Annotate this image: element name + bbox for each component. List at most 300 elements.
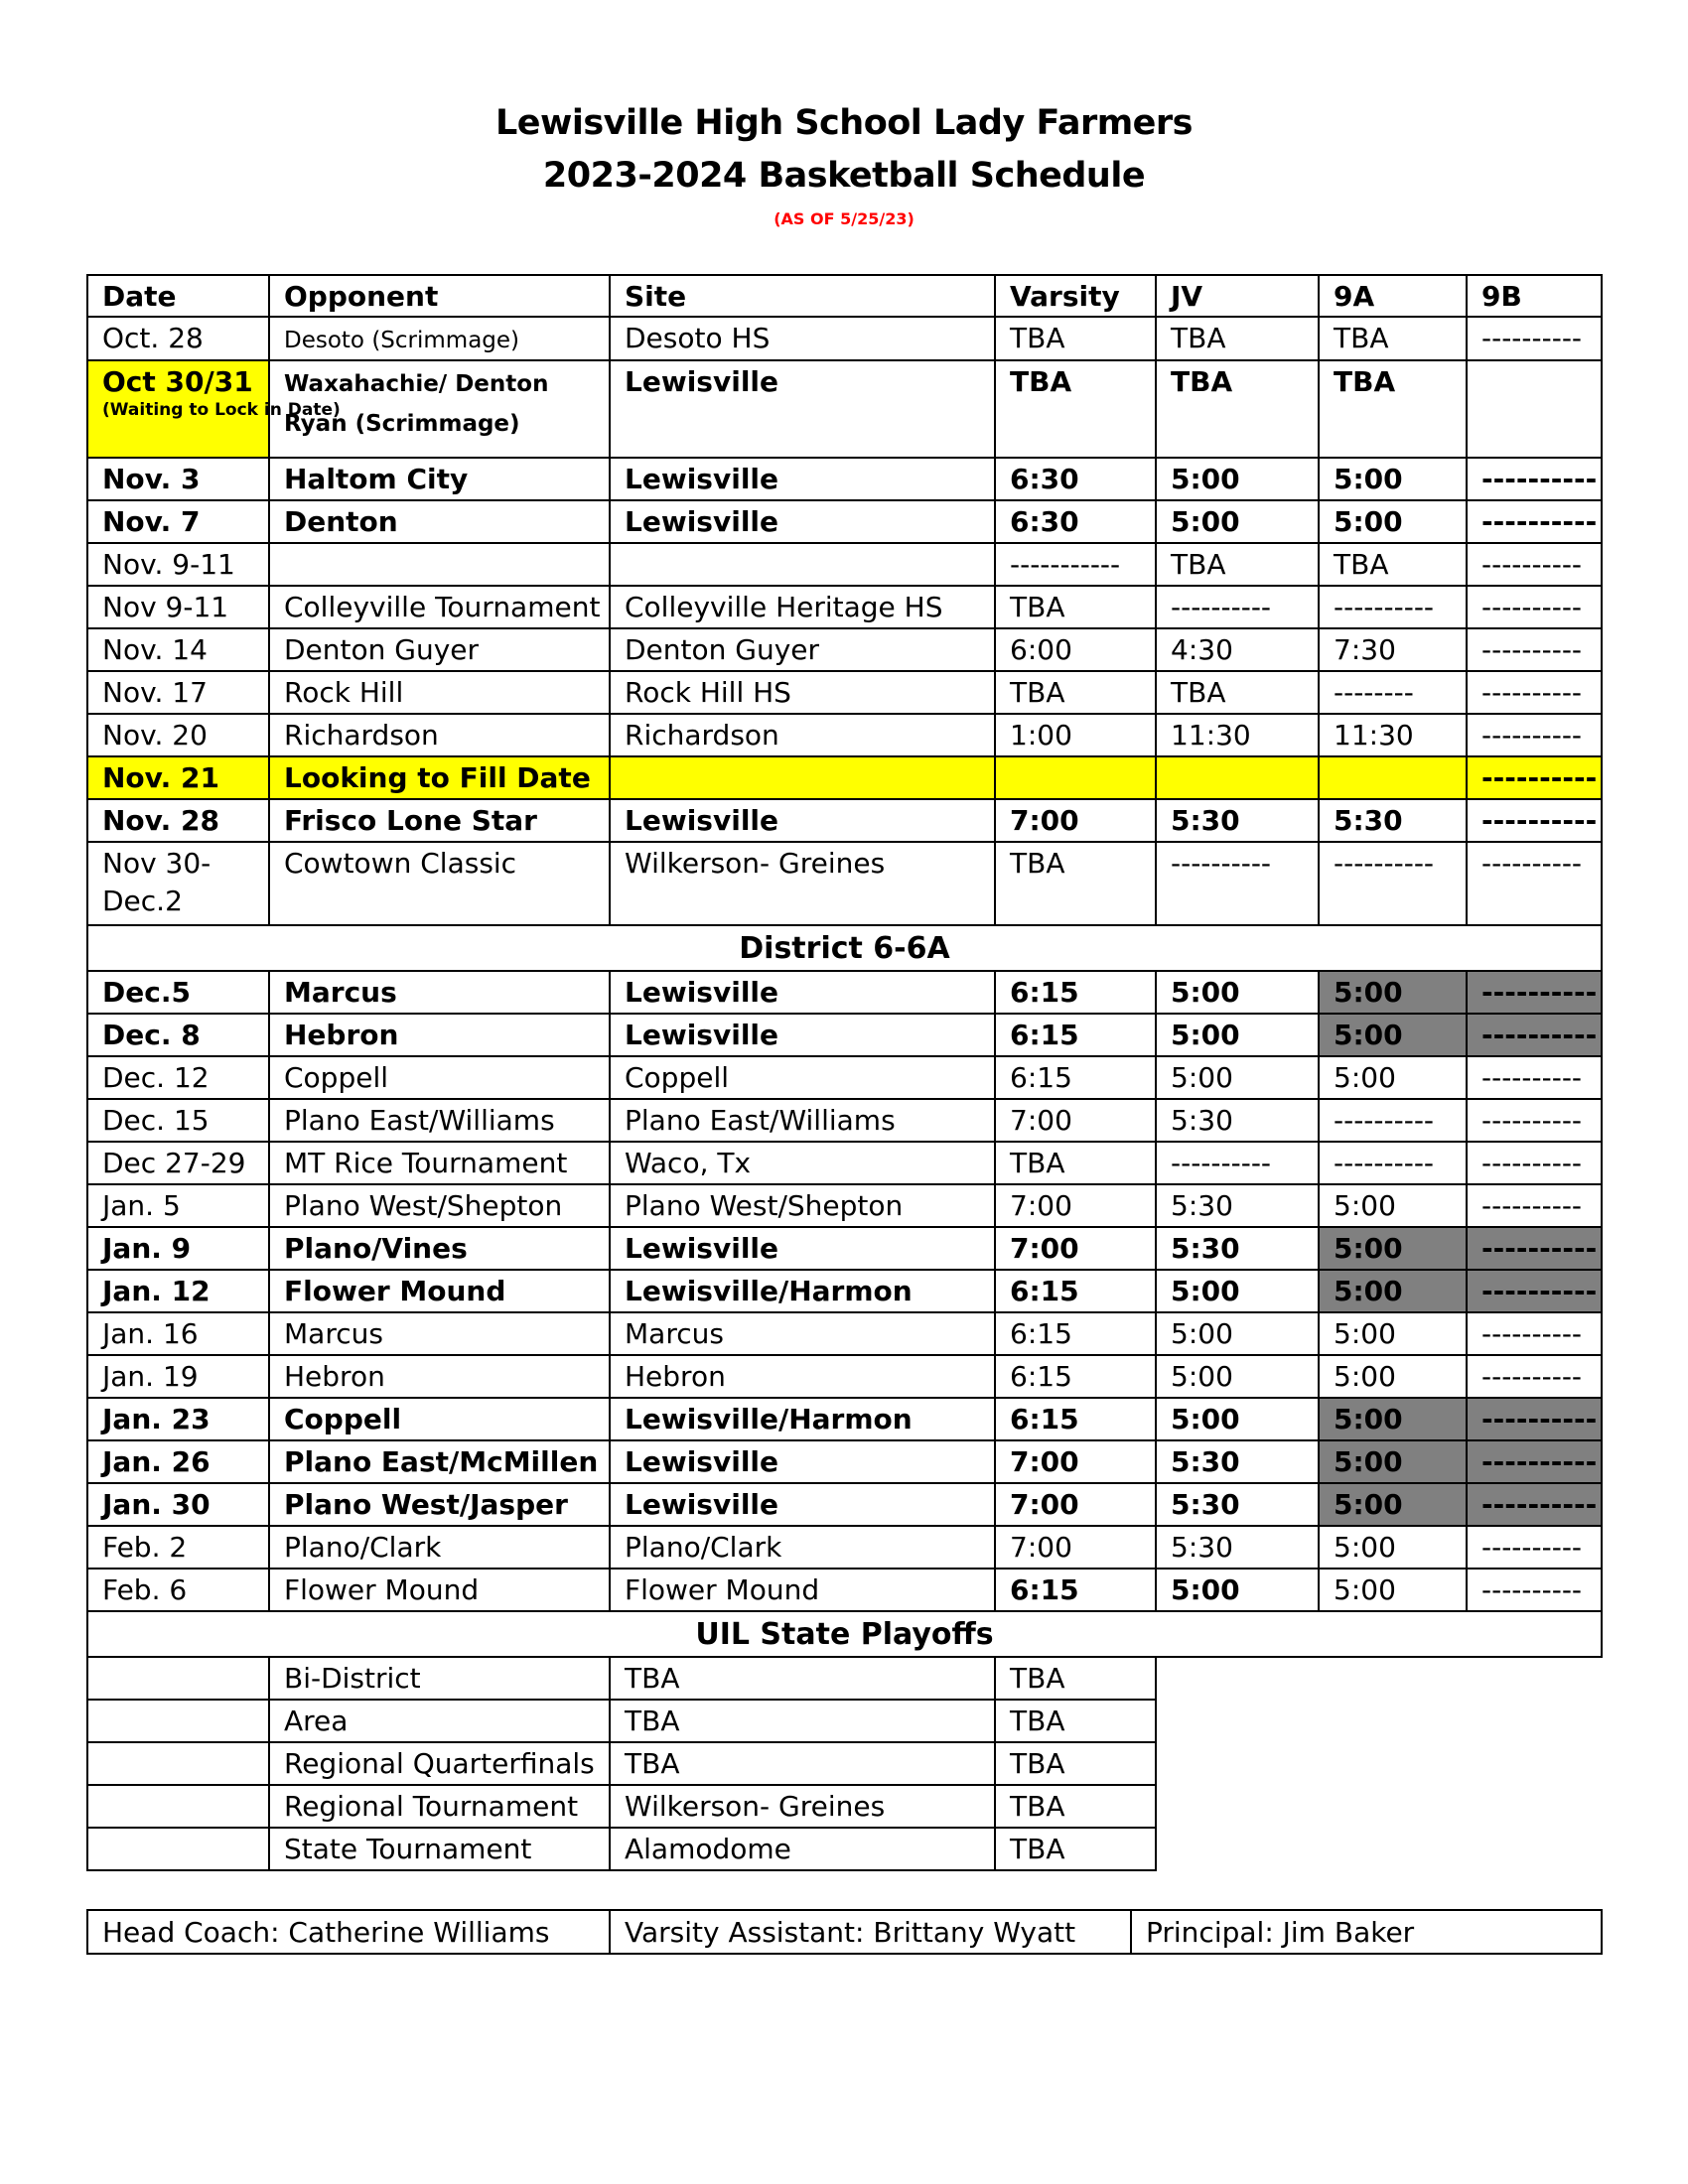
- schedule-row: [87, 317, 1602, 360]
- site-cell: [610, 317, 995, 360]
- jv-cell: [1156, 1142, 1319, 1184]
- varsity-cell: [995, 317, 1156, 360]
- 9b-cell: [1467, 1142, 1602, 1184]
- 9b-cell: [1467, 671, 1602, 714]
- 9b-text: ----------: [1481, 976, 1598, 1009]
- date-text: Jan. 5: [102, 1189, 181, 1222]
- playoff-round-cell: Regional Tournament: [269, 1785, 610, 1828]
- jv-text: 5:00: [1171, 1360, 1233, 1393]
- date-text: Nov. 21: [102, 761, 219, 794]
- varsity-text: 6:15: [1010, 1061, 1072, 1094]
- schedule-row: [87, 714, 1602, 756]
- 9a-cell: [1319, 628, 1467, 671]
- jv-text: 5:00: [1171, 1061, 1233, 1094]
- varsity-text: TBA: [1010, 322, 1065, 354]
- 9b-cell: [1467, 317, 1602, 360]
- opponent-text: Haltom City: [284, 463, 469, 495]
- site-text: Lewisville: [625, 463, 778, 495]
- 9b-cell: [1467, 1312, 1602, 1355]
- 9b-cell: [1467, 1569, 1602, 1611]
- playoff-varsity-cell: TBA: [995, 1785, 1156, 1828]
- jv-text: ----------: [1171, 847, 1272, 880]
- playoffs-header-row: [87, 1611, 1602, 1657]
- jv-text: 5:30: [1171, 1189, 1233, 1222]
- opponent-text: Denton: [284, 505, 398, 538]
- site-text: Lewisville: [625, 1019, 778, 1051]
- site-cell: [610, 1440, 995, 1483]
- date-cell: [87, 1526, 269, 1569]
- site-cell: [610, 1142, 995, 1184]
- 9b-text: ----------: [1481, 548, 1583, 581]
- date-text: Feb. 6: [102, 1573, 188, 1606]
- jv-cell: [1156, 714, 1319, 756]
- site-cell: [610, 1312, 995, 1355]
- opponent-text: Frisco Lone Star: [284, 804, 537, 837]
- jv-text: TBA: [1171, 365, 1233, 398]
- 9a-cell: [1319, 1270, 1467, 1312]
- date-text: Jan. 9: [102, 1232, 192, 1265]
- site-text: Wilkerson- Greines: [625, 847, 886, 880]
- varsity-cell: [995, 971, 1156, 1014]
- varsity-cell: [995, 1312, 1156, 1355]
- playoff-row: [87, 1785, 1602, 1828]
- 9a-text: 5:00: [1334, 1360, 1396, 1393]
- 9a-cell: [1319, 317, 1467, 360]
- 9a-cell: [1319, 714, 1467, 756]
- site-text: Lewisville: [625, 365, 778, 398]
- 9b-cell: [1467, 628, 1602, 671]
- varsity-cell: [995, 1142, 1156, 1184]
- date-cell: [87, 1227, 269, 1270]
- date-cell: [87, 1099, 269, 1142]
- jv-text: 5:00: [1171, 976, 1240, 1009]
- opponent-cell: [269, 799, 610, 842]
- jv-text: 5:00: [1171, 463, 1240, 495]
- site-cell: [610, 458, 995, 500]
- schedule-row: [87, 458, 1602, 500]
- date-cell: [87, 1398, 269, 1440]
- schedule-row: [87, 671, 1602, 714]
- varsity-assistant: Varsity Assistant: Brittany Wyatt: [610, 1910, 1131, 1954]
- 9b-text: ----------: [1481, 847, 1583, 880]
- varsity-cell: [995, 500, 1156, 543]
- opponent-text: Colleyville Tournament: [284, 591, 601, 623]
- 9b-text: ----------: [1481, 1232, 1598, 1265]
- schedule-row: [87, 1014, 1602, 1056]
- opponent-cell: [269, 543, 610, 586]
- 9b-text: ----------: [1481, 1360, 1583, 1393]
- 9b-cell: [1467, 586, 1602, 628]
- schedule-row: [87, 1526, 1602, 1569]
- varsity-text: 6:15: [1010, 1317, 1072, 1350]
- date-cell: [87, 500, 269, 543]
- date-cell: [87, 1312, 269, 1355]
- site-cell: [610, 1227, 995, 1270]
- varsity-text: TBA: [1010, 676, 1065, 709]
- playoff-date-cell: [87, 1828, 269, 1870]
- district-label: District 6-6A: [87, 925, 1602, 971]
- opponent-cell: [269, 360, 610, 458]
- date-text: Jan. 26: [102, 1445, 211, 1478]
- date-cell: [87, 586, 269, 628]
- varsity-text: 6:30: [1010, 463, 1079, 495]
- playoff-site-cell: TBA: [610, 1700, 995, 1742]
- opponent-text: Hebron: [284, 1360, 385, 1393]
- schedule-row: [87, 500, 1602, 543]
- jv-text: ----------: [1171, 1147, 1272, 1179]
- date-cell: [87, 1142, 269, 1184]
- opponent-cell: [269, 1142, 610, 1184]
- opponent-cell: [269, 458, 610, 500]
- jv-cell: [1156, 1398, 1319, 1440]
- jv-cell: [1156, 1355, 1319, 1398]
- jv-cell: [1156, 756, 1319, 799]
- 9b-text: ----------: [1481, 1104, 1583, 1137]
- jv-cell: [1156, 1184, 1319, 1227]
- 9b-cell: [1467, 500, 1602, 543]
- district-header-row: [87, 925, 1602, 971]
- site-text: Lewisville: [625, 976, 778, 1009]
- jv-cell: [1156, 1526, 1319, 1569]
- schedule-row: [87, 1184, 1602, 1227]
- opponent-text: Plano East/McMillen: [284, 1445, 599, 1478]
- opponent-text: Coppell: [284, 1403, 402, 1435]
- jv-cell: [1156, 360, 1319, 458]
- 9a-cell: [1319, 1398, 1467, 1440]
- playoff-empty-space: [1156, 1828, 1602, 1870]
- 9a-cell: [1319, 756, 1467, 799]
- 9b-text: ----------: [1481, 591, 1583, 623]
- 9a-text: 5:00: [1334, 505, 1403, 538]
- playoff-round-cell: Regional Quarterfinals: [269, 1742, 610, 1785]
- jv-cell: [1156, 1014, 1319, 1056]
- schedule-row: [87, 628, 1602, 671]
- schedule-row: [87, 1312, 1602, 1355]
- varsity-cell: [995, 671, 1156, 714]
- opponent-cell: [269, 714, 610, 756]
- jv-text: TBA: [1171, 322, 1226, 354]
- date-cell: [87, 1270, 269, 1312]
- varsity-text: 6:15: [1010, 1019, 1079, 1051]
- date-text: Oct. 28: [102, 322, 204, 354]
- date-cell: [87, 671, 269, 714]
- varsity-cell: [995, 458, 1156, 500]
- jv-cell: [1156, 543, 1319, 586]
- 9a-text: 5:00: [1334, 1232, 1403, 1265]
- playoff-date-cell: [87, 1657, 269, 1700]
- 9b-text: ----------: [1481, 463, 1598, 495]
- varsity-text: 6:15: [1010, 976, 1079, 1009]
- opponent-cell: [269, 1227, 610, 1270]
- site-text: Plano West/Shepton: [625, 1189, 904, 1222]
- site-text: Lewisville/Harmon: [625, 1275, 913, 1307]
- site-text: Lewisville: [625, 505, 778, 538]
- schedule-row: [87, 1355, 1602, 1398]
- schedule-row: [87, 360, 1602, 458]
- 9a-cell: [1319, 543, 1467, 586]
- date-cell: [87, 756, 269, 799]
- col-header-jv: JV: [1156, 275, 1319, 317]
- date-text: Nov 9-11: [102, 591, 229, 623]
- date-text: Jan. 30: [102, 1488, 211, 1521]
- schedule-table: [86, 274, 1603, 1871]
- page-title: Lewisville High School Lady Farmers: [494, 103, 1194, 143]
- date-text: Feb. 2: [102, 1531, 188, 1564]
- varsity-cell: [995, 756, 1156, 799]
- site-cell: [610, 500, 995, 543]
- 9b-text: ----------: [1481, 1147, 1583, 1179]
- opponent-cell: [269, 671, 610, 714]
- date-cell: [87, 1440, 269, 1483]
- varsity-text: 7:00: [1010, 1488, 1079, 1521]
- playoff-row: [87, 1828, 1602, 1870]
- varsity-cell: [995, 799, 1156, 842]
- 9a-text: 5:30: [1334, 804, 1403, 837]
- date-text: Nov. 7: [102, 505, 201, 538]
- playoff-row: [87, 1657, 1602, 1700]
- site-text: Lewisville: [625, 1232, 778, 1265]
- jv-cell: [1156, 799, 1319, 842]
- schedule-row: [87, 1270, 1602, 1312]
- site-text: Plano/Clark: [625, 1531, 782, 1564]
- 9b-cell: [1467, 756, 1602, 799]
- site-cell: [610, 1483, 995, 1526]
- playoff-empty-space: [1156, 1700, 1602, 1742]
- opponent-text: Cowtown Classic: [284, 847, 517, 880]
- opponent-text: Rock Hill: [284, 676, 404, 709]
- varsity-cell: [995, 842, 1156, 925]
- 9a-text: ----------: [1334, 1104, 1435, 1137]
- site-cell: [610, 1099, 995, 1142]
- 9b-text: ----------: [1481, 505, 1598, 538]
- 9a-text: TBA: [1334, 365, 1396, 398]
- 9b-cell: [1467, 1184, 1602, 1227]
- opponent-cell: [269, 1014, 610, 1056]
- date-text: Nov 30-Dec.2: [102, 847, 211, 917]
- header-row: [87, 275, 1602, 317]
- 9a-cell: [1319, 1056, 1467, 1099]
- 9b-text: ----------: [1481, 1317, 1583, 1350]
- opponent-cell: [269, 586, 610, 628]
- 9b-text: ----------: [1481, 633, 1583, 666]
- playoff-empty-space: [1156, 1657, 1602, 1700]
- varsity-cell: [995, 586, 1156, 628]
- 9b-cell: [1467, 360, 1602, 458]
- head-coach: Head Coach: Catherine Williams: [87, 1910, 610, 1954]
- opponent-cell: [269, 1312, 610, 1355]
- jv-cell: [1156, 628, 1319, 671]
- playoff-site-cell: TBA: [610, 1657, 995, 1700]
- opponent-text: Marcus: [284, 1317, 383, 1350]
- 9b-text: ----------: [1481, 1488, 1598, 1521]
- schedule-row: [87, 1099, 1602, 1142]
- opponent-text: Plano West/Shepton: [284, 1189, 563, 1222]
- varsity-cell: [995, 1227, 1156, 1270]
- opponent-text: Plano East/Williams: [284, 1104, 555, 1137]
- date-cell: [87, 842, 269, 925]
- schedule-row: [87, 1398, 1602, 1440]
- opponent-text: Denton Guyer: [284, 633, 480, 666]
- playoff-date-cell: [87, 1700, 269, 1742]
- site-cell: [610, 1014, 995, 1056]
- playoffs-label: UIL State Playoffs: [87, 1611, 1602, 1657]
- 9b-cell: [1467, 1099, 1602, 1142]
- varsity-cell: [995, 628, 1156, 671]
- date-text: Dec 27-29: [102, 1147, 246, 1179]
- site-text: Lewisville: [625, 1488, 778, 1521]
- 9b-cell: [1467, 714, 1602, 756]
- opponent-cell: [269, 500, 610, 543]
- 9b-text: ----------: [1481, 1275, 1598, 1307]
- varsity-cell: [995, 1526, 1156, 1569]
- opponent-cell: [269, 1569, 610, 1611]
- opponent-text: Looking to Fill Date: [284, 761, 591, 794]
- 9a-text: 5:00: [1334, 1488, 1403, 1521]
- varsity-text: 6:30: [1010, 505, 1079, 538]
- playoff-round-cell: Area: [269, 1700, 610, 1742]
- opponent-text: Plano/Vines: [284, 1232, 468, 1265]
- jv-cell: [1156, 500, 1319, 543]
- site-cell: [610, 586, 995, 628]
- 9a-text: 5:00: [1334, 463, 1403, 495]
- col-header-varsity: Varsity: [995, 275, 1156, 317]
- 9a-text: ----------: [1334, 1147, 1435, 1179]
- date-text: Nov. 9-11: [102, 548, 235, 581]
- date-cell: [87, 360, 341, 458]
- opponent-cell: [269, 317, 610, 360]
- schedule-row: [87, 842, 1602, 925]
- 9a-cell: [1319, 458, 1467, 500]
- 9a-text: 5:00: [1334, 1275, 1403, 1307]
- playoff-round-cell: Bi-District: [269, 1657, 610, 1700]
- 9a-text: 5:00: [1334, 1317, 1396, 1350]
- playoff-site-cell: Alamodome: [610, 1828, 995, 1870]
- col-header-opponent: Opponent: [269, 275, 610, 317]
- 9b-text: ----------: [1481, 761, 1598, 794]
- schedule-row: [87, 799, 1602, 842]
- 9a-cell: [1319, 1526, 1467, 1569]
- 9b-cell: [1467, 1227, 1602, 1270]
- 9b-text: ----------: [1481, 1403, 1598, 1435]
- jv-text: 5:00: [1171, 1403, 1240, 1435]
- varsity-cell: [995, 1270, 1156, 1312]
- playoff-date-cell: [87, 1785, 269, 1828]
- date-text: Jan. 16: [102, 1317, 199, 1350]
- site-text: Rock Hill HS: [625, 676, 791, 709]
- date-cell: [87, 317, 269, 360]
- jv-text: 5:00: [1171, 505, 1240, 538]
- varsity-text: 7:00: [1010, 804, 1079, 837]
- date-cell: [87, 1483, 269, 1526]
- jv-cell: [1156, 1056, 1319, 1099]
- jv-cell: [1156, 1483, 1319, 1526]
- opponent-cell: [269, 628, 610, 671]
- date-text: Jan. 23: [102, 1403, 211, 1435]
- jv-cell: [1156, 1569, 1319, 1611]
- playoff-varsity-cell: TBA: [995, 1657, 1156, 1700]
- opponent-cell: [269, 1099, 610, 1142]
- varsity-text: 6:15: [1010, 1573, 1079, 1606]
- date-cell: [87, 1014, 269, 1056]
- 9b-text: ----------: [1481, 804, 1598, 837]
- jv-cell: [1156, 1227, 1319, 1270]
- 9a-cell: [1319, 1483, 1467, 1526]
- 9b-cell: [1467, 971, 1602, 1014]
- 9a-text: 5:00: [1334, 1573, 1396, 1606]
- playoff-empty-space: [1156, 1742, 1602, 1785]
- opponent-text: Flower Mound: [284, 1573, 480, 1606]
- opponent-cell: [269, 1184, 610, 1227]
- 9a-text: 5:00: [1334, 1445, 1403, 1478]
- opponent-cell: [269, 756, 610, 799]
- jv-cell: [1156, 317, 1319, 360]
- 9a-cell: [1319, 1014, 1467, 1056]
- 9a-cell: [1319, 842, 1467, 925]
- schedule-row: [87, 1227, 1602, 1270]
- 9a-text: 7:30: [1334, 633, 1396, 666]
- 9a-cell: [1319, 1355, 1467, 1398]
- varsity-text: -----------: [1010, 548, 1121, 581]
- 9b-text: ----------: [1481, 676, 1583, 709]
- jv-cell: [1156, 842, 1319, 925]
- schedule-row: [87, 543, 1602, 586]
- site-text: Lewisville: [625, 804, 778, 837]
- date-text: Nov. 20: [102, 719, 208, 751]
- jv-text: 5:30: [1171, 1488, 1240, 1521]
- jv-text: 5:30: [1171, 804, 1240, 837]
- opponent-cell: [269, 1483, 610, 1526]
- date-text: Dec.5: [102, 976, 191, 1009]
- date-text: Dec. 15: [102, 1104, 210, 1137]
- site-text: Denton Guyer: [625, 633, 820, 666]
- date-cell: [87, 799, 269, 842]
- 9a-text: ----------: [1334, 847, 1435, 880]
- varsity-cell: [995, 1569, 1156, 1611]
- 9a-cell: [1319, 1142, 1467, 1184]
- schedule-row: [87, 586, 1602, 628]
- date-cell: [87, 543, 269, 586]
- date-cell: [87, 971, 269, 1014]
- 9a-text: 5:00: [1334, 976, 1403, 1009]
- opponent-cell: [269, 971, 610, 1014]
- date-cell: [87, 628, 269, 671]
- varsity-text: 7:00: [1010, 1104, 1072, 1137]
- varsity-text: 7:00: [1010, 1531, 1072, 1564]
- date-text: Nov. 14: [102, 633, 208, 666]
- site-cell: [610, 799, 995, 842]
- 9a-cell: [1319, 1099, 1467, 1142]
- site-text: Marcus: [625, 1317, 724, 1350]
- varsity-cell: [995, 1355, 1156, 1398]
- 9a-text: --------: [1334, 676, 1414, 709]
- site-cell: [610, 756, 995, 799]
- 9b-cell: [1467, 1526, 1602, 1569]
- varsity-text: 7:00: [1010, 1232, 1079, 1265]
- jv-text: 5:00: [1171, 1019, 1240, 1051]
- schedule-row: [87, 1440, 1602, 1483]
- jv-cell: [1156, 586, 1319, 628]
- 9a-cell: [1319, 586, 1467, 628]
- 9b-text: ----------: [1481, 322, 1583, 354]
- site-text: Colleyville Heritage HS: [625, 591, 943, 623]
- opponent-text: Waxahachie/ Denton Ryan (Scrimmage): [284, 371, 549, 437]
- 9b-cell: [1467, 1014, 1602, 1056]
- site-cell: [610, 543, 995, 586]
- site-text: Richardson: [625, 719, 779, 751]
- date-text: Dec. 12: [102, 1061, 210, 1094]
- varsity-cell: [995, 1483, 1156, 1526]
- site-text: Flower Mound: [625, 1573, 820, 1606]
